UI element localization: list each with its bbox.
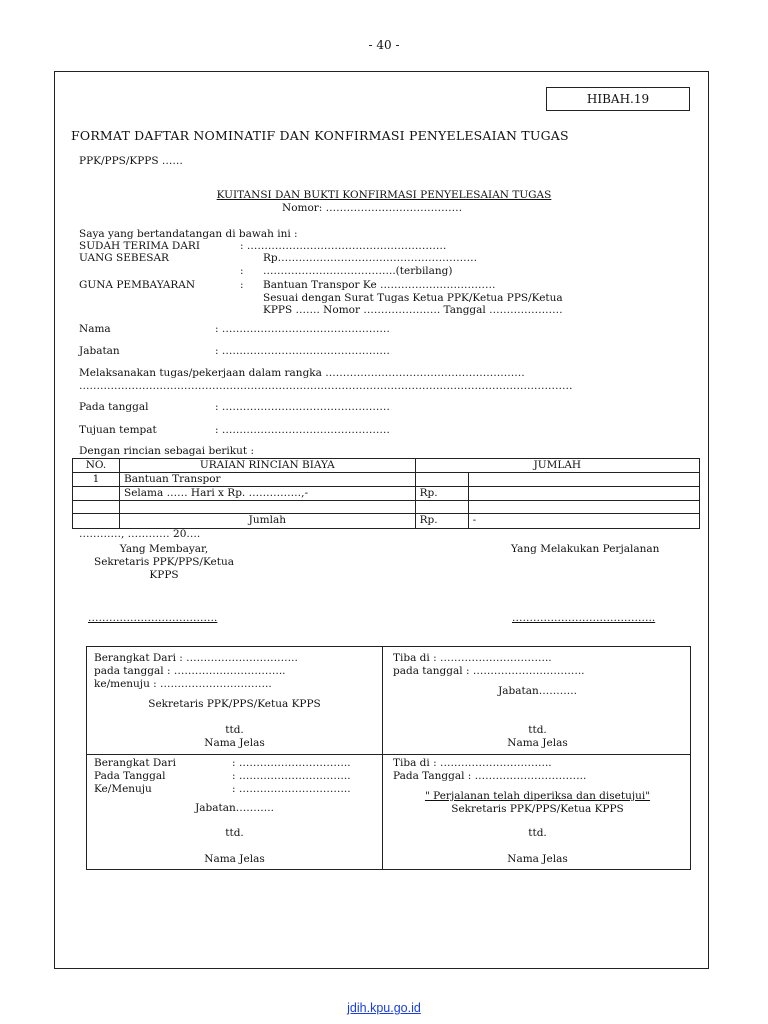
bl-ttd: ttd.	[225, 827, 244, 839]
pada-tanggal-label: Pada tanggal	[79, 401, 149, 413]
page-number: - 40 -	[368, 38, 400, 52]
table-header-row	[73, 459, 700, 473]
tl-menuju: ke/menuju : …………………………..	[94, 678, 272, 690]
terbilang-colon: :	[240, 265, 244, 277]
row-rp	[415, 501, 468, 514]
tr-ttd: ttd.	[528, 724, 547, 736]
jabatan-label: Jabatan	[79, 345, 120, 357]
pada-tanggal-value: : …………………………………………	[215, 401, 390, 413]
table-row	[73, 473, 700, 487]
header-no: NO.	[73, 459, 120, 473]
row-amount	[468, 487, 699, 501]
guna-colon: :	[240, 279, 244, 291]
grid-divider-horizontal	[87, 754, 690, 755]
row-item: Bantuan Transpor	[120, 473, 416, 487]
bl-tanggal-value: : …………………………..	[232, 770, 351, 782]
total-label: Jumlah	[120, 514, 416, 528]
traveler-signature-dots: …………………………………..	[512, 612, 656, 624]
guna-line-2: Sesuai dengan Surat Tugas Ketua PPK/Ketua PPS/Ketua	[263, 292, 563, 304]
dots-line: ……………………………………………………………………………………………………………………………	[79, 380, 573, 392]
uang-value: Rp…………………………………………………	[263, 252, 478, 264]
tl-role: Sekretaris PPK/PPS/Ketua KPPS	[148, 698, 321, 710]
row-amount	[468, 501, 699, 514]
br-tiba: Tiba di : …………………………..	[393, 757, 552, 769]
row-rp	[415, 473, 468, 487]
total-rp: Rp.	[415, 514, 468, 528]
tl-ttd: ttd.	[225, 724, 244, 736]
table-total-row	[73, 514, 700, 528]
payer-line-3: KPPS	[149, 569, 179, 581]
payer-signature-dots: ……………………………….	[88, 612, 218, 624]
bl-tanggal-label: Pada Tanggal	[94, 770, 166, 782]
total-value: -	[468, 514, 699, 528]
row-amount	[468, 473, 699, 487]
jabatan-value: : …………………………………………	[215, 345, 390, 357]
guna-line-1: Bantuan Transpor Ke ……………………………	[263, 279, 496, 291]
nama-value: : …………………………………………	[215, 323, 390, 335]
payer-line-2: Sekretaris PPK/PPS/Ketua	[94, 556, 234, 568]
bl-menuju-value: : …………………………..	[232, 783, 351, 795]
bl-nama: Nama Jelas	[204, 853, 265, 865]
guna-label: GUNA PEMBAYARAN	[79, 279, 196, 291]
nama-label: Nama	[79, 323, 111, 335]
payer-line-1: Yang Membayar,	[119, 543, 209, 555]
rincian-intro: Dengan rincian sebagai berikut :	[79, 445, 255, 457]
travel-confirmation-grid	[86, 646, 691, 870]
sudah-terima-label: SUDAH TERIMA DARI	[79, 240, 200, 252]
br-ttd: ttd.	[528, 827, 547, 839]
melaksanakan-line: Melaksanakan tugas/pekerjaan dalam rangka …………………………………………………	[79, 367, 525, 379]
row-no: 1	[73, 473, 120, 487]
row-no	[73, 501, 120, 514]
footer-link[interactable]: jdih.kpu.go.id	[347, 1001, 421, 1015]
sudah-terima-value: : …………………………………………………	[240, 240, 447, 252]
row-item	[120, 501, 416, 514]
row-item: Selama …… Hari x Rp. ……………,-	[120, 487, 416, 501]
bl-jabatan: Jabatan………..	[195, 802, 274, 814]
receipt-heading: KUITANSI DAN BUKTI KONFIRMASI PENYELESAIAN TUGAS	[216, 189, 552, 201]
traveler-label: Yang Melakukan Perjalanan	[511, 543, 660, 555]
br-role: Sekretaris PPK/PPS/Ketua KPPS	[451, 803, 624, 815]
tl-nama: Nama Jelas	[204, 737, 265, 749]
tl-berangkat: Berangkat Dari : …………………………..	[94, 652, 298, 664]
signature-date: …………, ………… 20….	[79, 528, 201, 540]
tujuan-value: : …………………………………………	[215, 424, 390, 436]
tujuan-label: Tujuan tempat	[79, 424, 157, 436]
bl-berangkat-value: : …………………………..	[232, 757, 351, 769]
tl-tanggal: pada tanggal : …………………………..	[94, 665, 286, 677]
form-code-box: HIBAH.19	[546, 87, 690, 111]
uang-label: UANG SEBESAR	[79, 252, 169, 264]
row-no	[73, 487, 120, 501]
bl-berangkat-label: Berangkat Dari	[94, 757, 176, 769]
header-uraian: URAIAN RINCIAN BIAYA	[120, 459, 416, 473]
total-no	[73, 514, 120, 528]
guna-line-3: KPPS ……. Nomor …………………. Tanggal …………………	[263, 304, 563, 316]
br-tanggal: Pada Tanggal : …………………………..	[393, 770, 587, 782]
bl-menuju-label: Ke/Menuju	[94, 783, 152, 795]
ppk-line: PPK/PPS/KPPS ……	[79, 155, 183, 167]
tr-tiba: Tiba di : …………………………..	[393, 652, 552, 664]
tr-nama: Nama Jelas	[507, 737, 568, 749]
tr-jabatan: Jabatan………..	[498, 685, 577, 697]
table-row	[73, 501, 700, 514]
br-nama: Nama Jelas	[507, 853, 568, 865]
table-row	[73, 487, 700, 501]
row-rp: Rp.	[415, 487, 468, 501]
header-jumlah: JUMLAH	[415, 459, 699, 473]
receipt-nomor: Nomor: …………………………………	[282, 202, 463, 214]
br-approval-note: " Perjalanan telah diperiksa dan disetujui"	[424, 790, 651, 802]
document-title: FORMAT DAFTAR NOMINATIF DAN KONFIRMASI PENYELESAIAN TUGAS	[71, 128, 569, 143]
tr-tanggal: pada tanggal : …………………………..	[393, 665, 585, 677]
rincian-table	[72, 458, 700, 529]
receipt-intro: Saya yang bertandatangan di bawah ini :	[79, 228, 298, 240]
terbilang-value: ………………………………..(terbilang)	[263, 265, 453, 277]
